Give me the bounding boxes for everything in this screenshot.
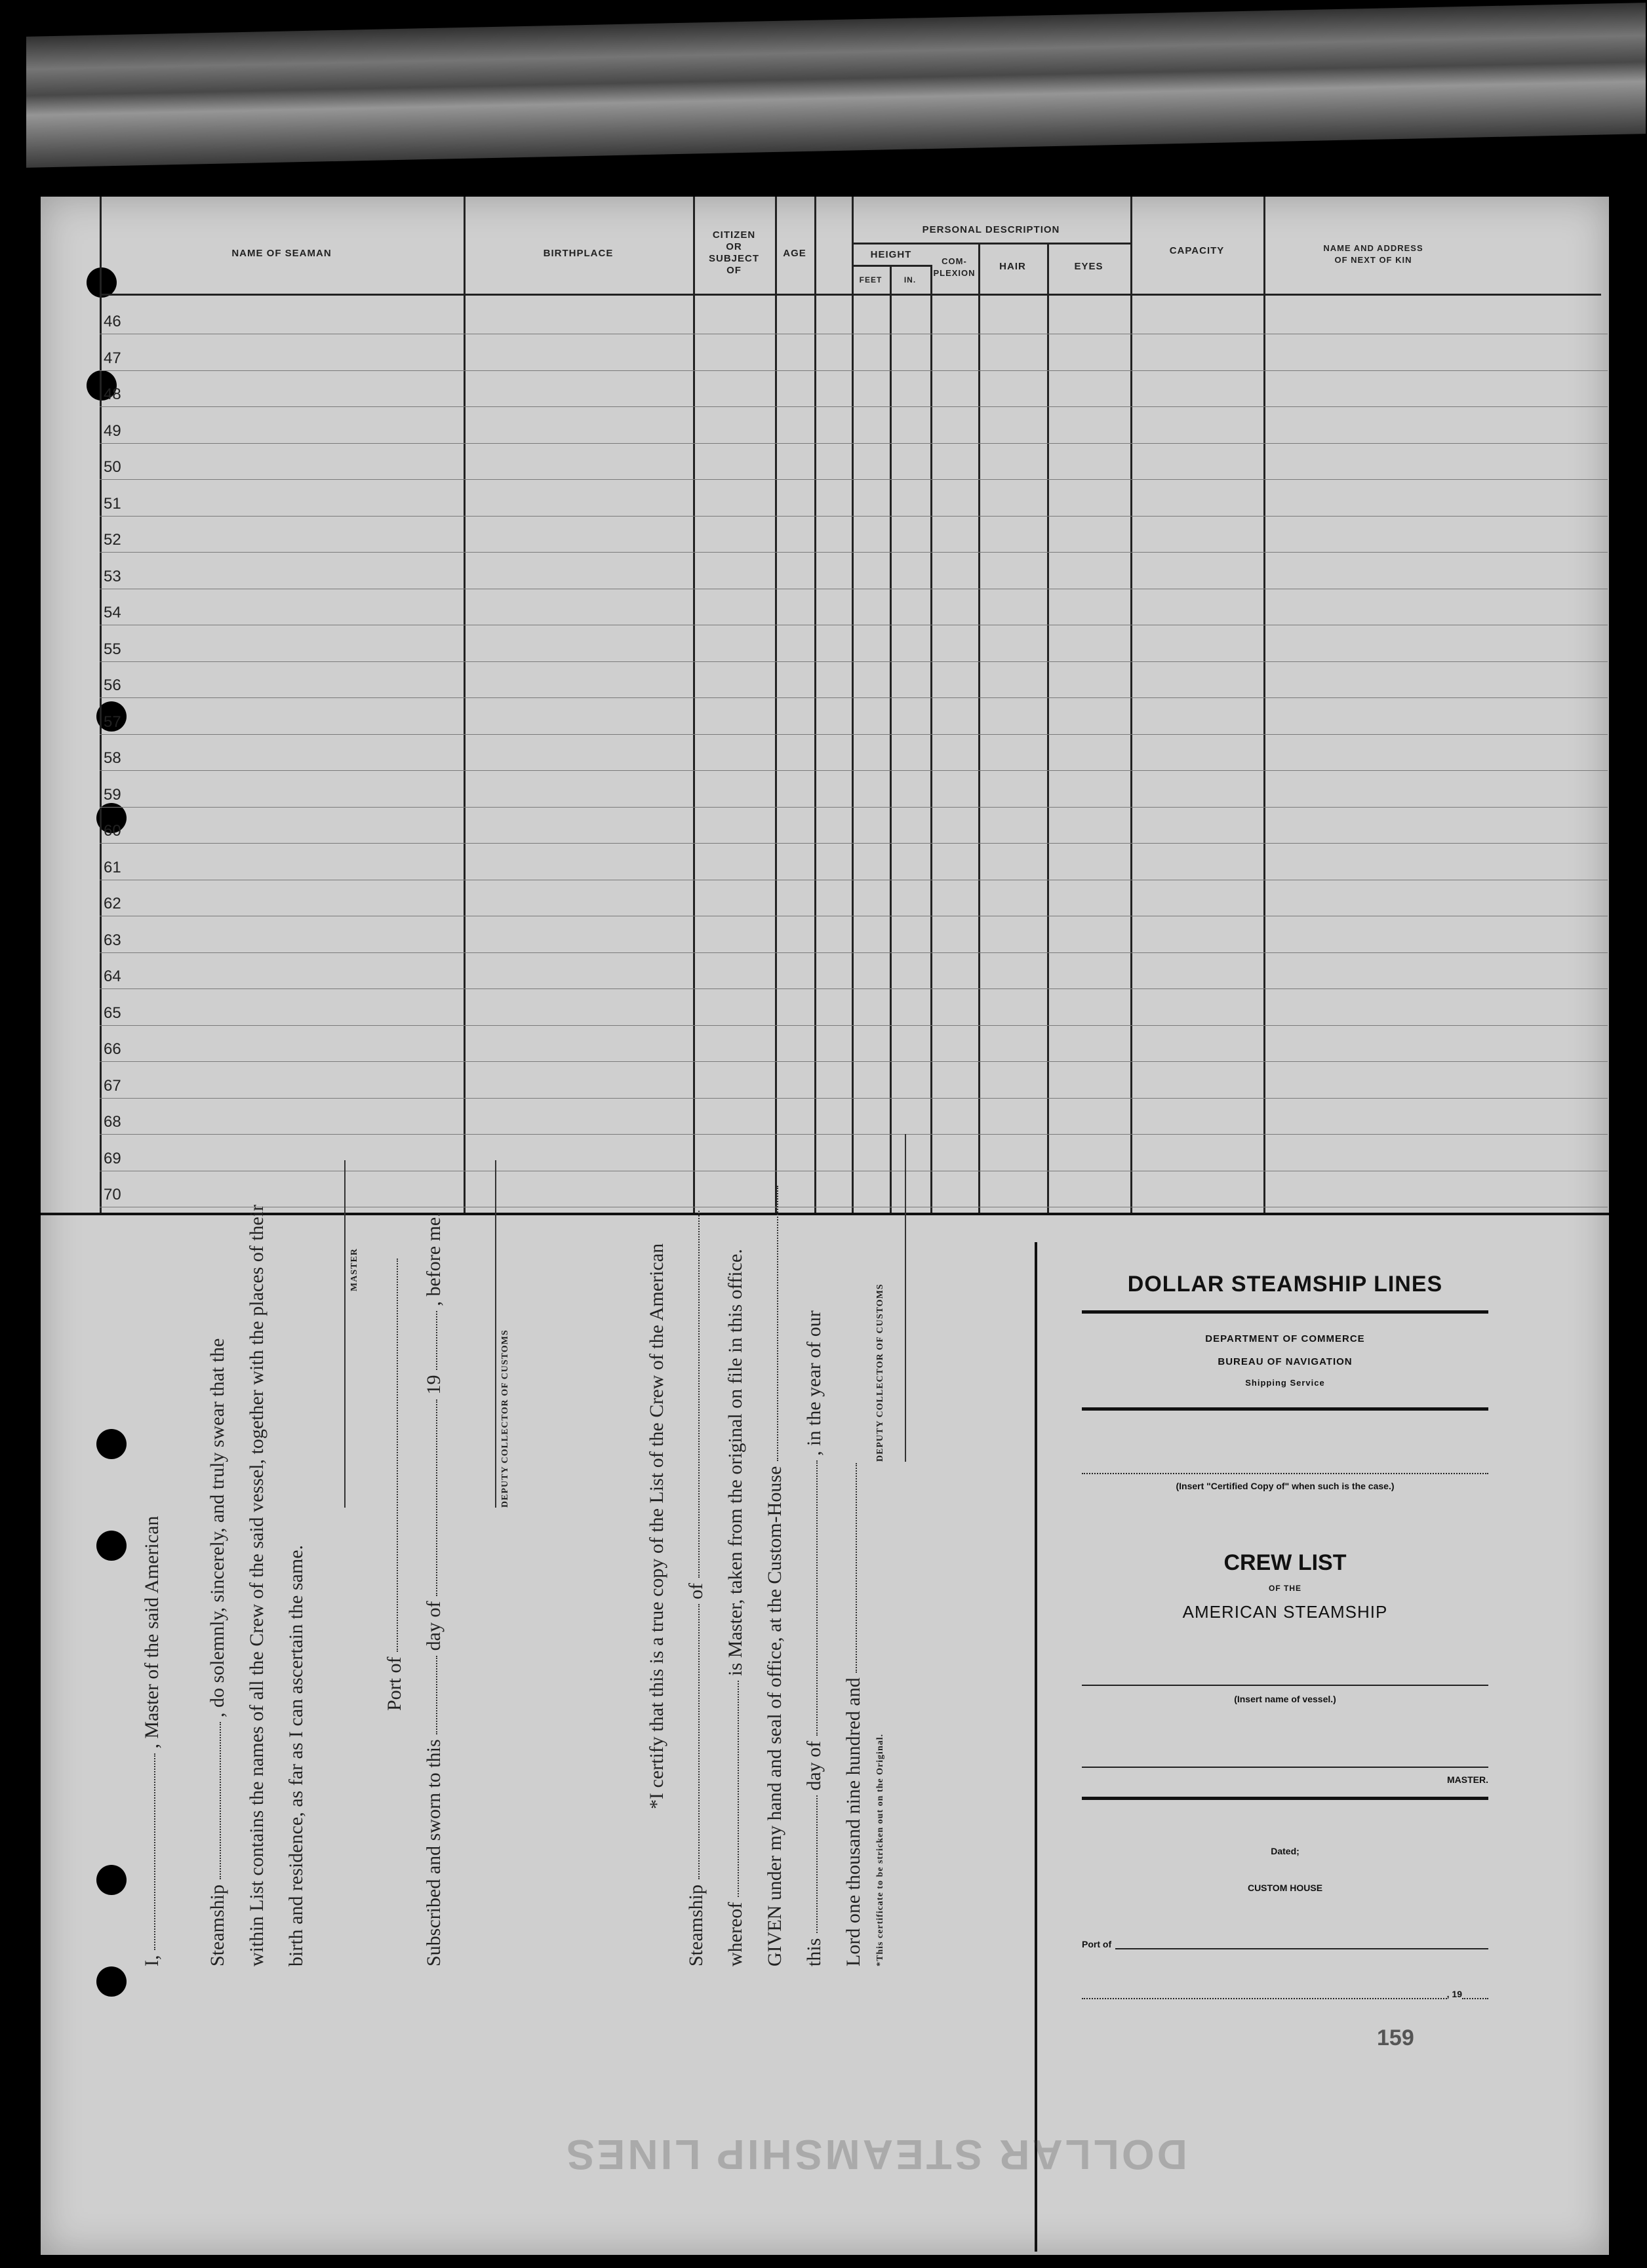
table-row [100,661,1608,698]
dated-label: Dated; [1271,1846,1300,1856]
cover-separator [1035,1242,1037,2252]
certify-is-master: is Master, taken from the original on file in this office. [724,1249,746,1676]
blank-line [698,1605,700,1880]
header-eyes: EYES [1074,261,1103,272]
header-birthplace: BIRTHPLACE [543,248,614,259]
row-number: 62 [104,895,121,912]
deputy-signature-line [495,1160,496,1508]
custom-house-label: CUSTOM HOUSE [1247,1883,1323,1893]
punch-hole [96,1531,127,1561]
header-citizen-line: OR [726,241,742,252]
day-of-label: day of [423,1601,445,1651]
row-number: 47 [104,349,121,367]
header-complexion-line: COM- [942,256,967,266]
blank-line [856,1463,857,1673]
header-bottom-rule [100,294,1601,296]
row-number: 56 [104,676,121,694]
row-number: 46 [104,313,121,330]
header-capacity: CAPACITY [1169,245,1225,256]
oath-steamship: Steamship [207,1885,228,1966]
oath-swear: , do solemnly, sincerely, and truly swear that the [207,1338,228,1717]
certify-of: of [685,1583,707,1599]
table-row [100,697,1608,735]
master-label: MASTER. [1447,1774,1488,1785]
row-number: 67 [104,1076,121,1095]
header-kin-line: OF NEXT OF KIN [1334,255,1412,265]
table-row [100,916,1608,953]
row-number: 63 [104,931,121,949]
punch-hole [96,1429,127,1459]
certify-line-5 [803,1310,825,1966]
row-number: 57 [104,713,121,731]
certify-given: GIVEN under my hand and seal of office, at the Custom-House [764,1466,785,1966]
row-number: 64 [104,968,121,985]
blank-line [436,1399,437,1596]
table-row [100,515,1608,553]
header-citizen-line: SUBJECT [708,253,759,264]
table-row [100,370,1608,407]
port-of-label: Port of [384,1656,405,1711]
bureau-label: BUREAU OF NAVIGATION [1218,1356,1353,1367]
crew-list-title: CREW LIST [1223,1550,1347,1575]
header-name-of-seaman: NAME OF SEAMAN [231,248,332,259]
personal-description-rule [852,243,1130,244]
american-steamship-label: AMERICAN STEAMSHIP [1182,1602,1388,1622]
cover-rule [1082,1407,1488,1411]
row-number: 66 [104,1040,121,1058]
port-of-label: Port of [1082,1939,1112,1949]
table-row [100,806,1608,844]
oath-i: I, [141,1955,163,1966]
row-number: 65 [104,1004,121,1022]
table-row [100,733,1608,771]
year-label: 19 [423,1375,445,1395]
year-fill-line [1462,1998,1488,1999]
certify-day-of: day of [803,1740,825,1791]
certify-line-6 [843,1463,865,1966]
torn-paper-strip [26,3,1646,168]
header-kin-line: NAME AND ADDRESS [1323,243,1423,253]
cover-rule [1082,1310,1488,1314]
row-number: 59 [104,785,121,804]
table-row [100,297,1608,334]
certify-footnote: *This certificate to be stricken out on the Original. [875,1733,885,1966]
table-row [100,442,1608,480]
oath-master-of: , Master of the said American [141,1515,163,1749]
oath-line-3: within List contains the names of all the Crew of the said vessel, together with the places of their [246,1204,268,1966]
row-number: 49 [104,421,121,440]
table-row [100,988,1608,1026]
row-number: 51 [104,494,121,513]
header-inches: IN. [903,275,917,284]
row-number: 69 [104,1149,121,1167]
oath-master-label: MASTER [349,1248,359,1291]
blank-line [154,1753,155,1950]
table-row [100,843,1608,880]
oath-port-of [384,1259,406,1711]
page-number-stamp: 159 [1377,2025,1414,2050]
certify-deputy-line [905,1134,906,1462]
table-row [100,406,1608,444]
department-label: DEPARTMENT OF COMMERCE [1205,1333,1365,1344]
cover-panel [1082,1265,1488,1999]
blank-line [738,1681,739,1897]
oath-line-2 [207,1339,229,1966]
date-fill-line [1082,1998,1447,1999]
table-row [100,625,1608,662]
table-row [100,479,1608,517]
row-number: 53 [104,567,121,585]
certify-whereof: whereof [724,1902,746,1966]
header-citizen [693,229,775,277]
certify-line-3 [724,1249,747,1966]
of-the-label: OF THE [1269,1584,1301,1593]
header-personal-description: PERSONAL DESCRIPTION [922,224,1060,235]
certify-deputy-label: DEPUTY COLLECTOR OF CUSTOMS [875,1283,885,1462]
certify-line-1: *I certify that this is a true copy of the List of the Crew of the American [646,1243,667,1809]
certify-steamship: Steamship [685,1885,707,1966]
header-age: AGE [783,248,806,259]
blank-line [436,1656,437,1734]
certify-year-of-our: , in the year of our [803,1310,825,1456]
oath-subscribed [423,1212,445,1966]
port-of-row [1082,1939,1488,1949]
header-height: HEIGHT [870,249,912,260]
oath-line-1 [141,1516,163,1966]
bleed-through-text: DOLLAR STEAMSHIP LINES [564,2131,1187,2178]
cover-rule [1082,1797,1488,1800]
subscribed-label: Subscribed and sworn to this [423,1739,445,1966]
before-me-label: , before me. [423,1212,445,1306]
master-name-line [1082,1767,1488,1768]
table-row [100,952,1608,989]
header-citizen-line: OF [726,265,742,276]
header-next-of-kin [1263,243,1483,266]
oath-deputy-label: DEPUTY COLLECTOR OF CUSTOMS [500,1329,510,1508]
oath-line-4: birth and residence, as far as I can ascertain the same. [285,1544,307,1966]
insert-vessel-note: (Insert name of vessel.) [1234,1694,1336,1704]
year-suffix: , 19 [1446,1989,1462,1999]
row-number: 54 [104,604,121,621]
header-hair: HAIR [999,261,1026,272]
row-number: 58 [104,749,121,767]
row-number: 48 [104,385,121,403]
blank-line [698,1211,700,1578]
punch-hole [96,1865,127,1895]
certify-line-4 [764,1186,786,1966]
certified-copy-fill-line [1082,1473,1488,1474]
service-label: Shipping Service [1245,1378,1325,1388]
row-number: 68 [104,1113,121,1131]
certificate-block [141,1055,885,1966]
blank-line [816,1795,818,1933]
master-signature-line [344,1160,346,1508]
certify-lord: Lord one thousand nine hundred and [843,1677,864,1966]
table-row [100,334,1608,371]
row-number: 70 [104,1186,121,1203]
row-number: 50 [104,458,121,476]
row-number: 61 [104,858,121,876]
header-citizen-line: CITIZEN [712,229,756,241]
header-complexion-line: PLEXION [933,268,976,278]
table-row [100,588,1608,625]
year-row [1082,1989,1488,1999]
blank-line [777,1186,778,1461]
table-row [100,552,1608,589]
certify-line-2 [685,1211,707,1967]
row-number: 55 [104,640,121,658]
company-name: DOLLAR STEAMSHIP LINES [1127,1272,1443,1297]
blank-line [816,1460,818,1736]
table-row [100,879,1608,916]
row-number: 52 [104,531,121,549]
blank-line [397,1259,398,1652]
port-fill-line [1115,1948,1488,1949]
blank-line [436,1311,437,1370]
row-number: 60 [104,822,121,840]
certify-this: this [803,1938,825,1966]
table-row [100,770,1608,808]
punch-hole [96,1966,127,1997]
header-complexion [930,256,978,279]
header-feet: FEET [859,275,883,284]
blank-line [220,1723,221,1880]
vessel-name-line [1082,1685,1488,1686]
insert-certified-note: (Insert "Certified Copy of" when such is the case.) [1176,1481,1395,1491]
